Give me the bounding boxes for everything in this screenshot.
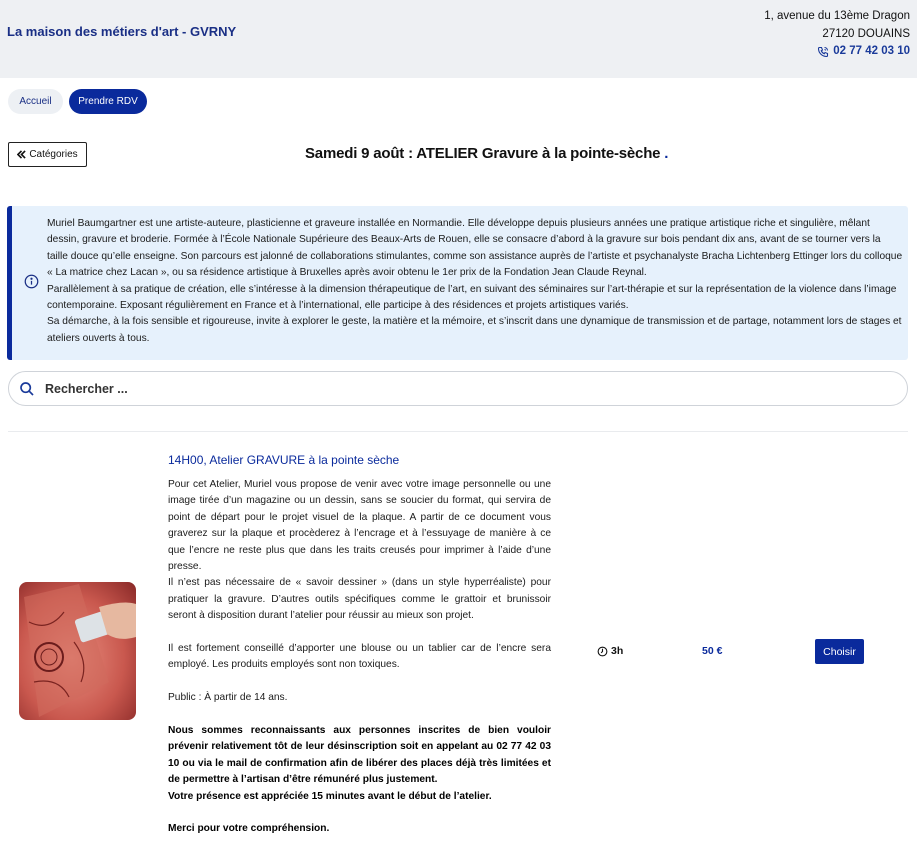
phone-icon [817, 46, 829, 58]
page-title [305, 145, 668, 162]
address-line1: 1, avenue du 13ème Dragon [764, 10, 910, 22]
bio-paragraph: Sa démarche, à la fois sensible et rigoureuse, invite à explorer le geste, la matière et la mémoire, et s’inscrit dans une dynamique de transmission et de partage, notamment lors de stages et ateliers ouverts à tous. [47, 316, 902, 344]
categories-back-button[interactable] [8, 142, 87, 167]
address-line2: 27120 DOUAINS [822, 27, 910, 40]
divider [8, 431, 908, 432]
event-paragraph: Il est fortement conseillé d’apporter une blouse ou un tablier car de l’encre sera employé. Les produits employés sont non toxiques. [168, 643, 551, 671]
phone-number: 02 77 42 03 10 [833, 45, 910, 57]
event-paragraph: Nous sommes reconnaissants aux personnes inscrites de bien vouloir prévenir relativement tôt de leur désinscription soit en appelant au 02 77 42 03 10 ou via le mail de confirmation afin de libérer des places déjà très limitées et de permettre à l’artisan d’être rémunéré plus justement. [168, 725, 551, 786]
event-paragraph: Pour cet Atelier, Muriel vous propose de venir avec votre image personnelle ou une image tirée d’un magazine ou un dessin, sans se soucier du format, qui servira de point de départ pour le projet visuel de la plaque. A partir de ce document vous graverez sur la plaque et procèderez à l’encrage et à l’essuyage de manière à ce que l’encre ne reste plus que dans les traits creusés pour imprimer à l’aide d’une presse. [168, 479, 551, 573]
search-icon [19, 381, 35, 397]
artist-info-panel [7, 206, 908, 360]
nav-booking-button[interactable]: Prendre RDV [69, 89, 147, 114]
event-paragraph: Il n’est pas nécessaire de « savoir dessiner » (dans un style hyperréaliste) pour pratiquer la gravure. D’autres outils spécifiques comme le grattoir et brunissoir seront à disposition durant l’atelier pour réussir au mieux son projet. [168, 577, 551, 622]
site-header [0, 0, 917, 78]
event-description [168, 477, 551, 838]
event-title[interactable]: 14H00, Atelier GRAVURE à la pointe sèche [168, 453, 400, 467]
bio-paragraph: Muriel Baumgartner est une artiste-auteure, plasticienne et graveure installée en Normandie. Elle développe depuis plusieurs années une pratique artistique riche et singulière, mêlant dessin, gravure et broderie. Formée à l’École Nationale Supérieure des Beaux-Arts de Rouen, elle se consacre d’abord à la gravure sur bois pendant dix ans, avant de se tourner vers la taille douce qu’elle enseigne. Son parcours est jalonné de collaborations stimulantes, comme son assistance auprès de l’artiste et psychanalyste Bracha Lichtenberg Ettinger lors du colloque « La matrice chez Lacan », ou sa résidence artistique à Bruxelles après avoir obtenu le 1er prix de la Fondation Jean Claude Reynal. [47, 218, 903, 279]
title-dot: . [664, 145, 669, 162]
contact-block [764, 8, 910, 64]
choose-button[interactable]: Choisir [815, 639, 864, 664]
artist-bio [47, 216, 903, 347]
event-thumbnail [19, 582, 136, 720]
categories-label: Catégories [29, 149, 78, 160]
clock-icon [597, 646, 608, 657]
bio-paragraph: Parallèlement à sa pratique de création, elle s’intéresse à la dimension thérapeutique de l’art, en suivant des séminaires sur l’art-thérapie et sur la représentation de la violence dans l’image contemporaine. Exposant régulièrement en France et à l’international, elle participe à des résidences et projets artistiques variés. [47, 283, 897, 312]
phone-link[interactable] [817, 43, 910, 61]
event-paragraph: Merci pour votre compréhension. [168, 823, 330, 835]
event-paragraph: Votre présence est appréciée 15 minutes avant le début de l’atelier. [168, 790, 492, 802]
search-bar[interactable] [8, 371, 908, 406]
duration-value: 3h [611, 645, 624, 657]
double-chevron-left-icon [17, 150, 26, 159]
info-icon [24, 274, 39, 289]
nav-home-button[interactable]: Accueil [8, 89, 63, 114]
site-brand[interactable]: La maison des métiers d'art - GVRNY [7, 24, 237, 39]
event-price: 50 € [702, 645, 723, 657]
search-input[interactable] [45, 382, 885, 396]
page-title-text: Samedi 9 août : ATELIER Gravure à la pointe-sèche [305, 145, 661, 162]
event-duration [597, 645, 623, 657]
event-paragraph: Public : À partir de 14 ans. [168, 692, 288, 704]
